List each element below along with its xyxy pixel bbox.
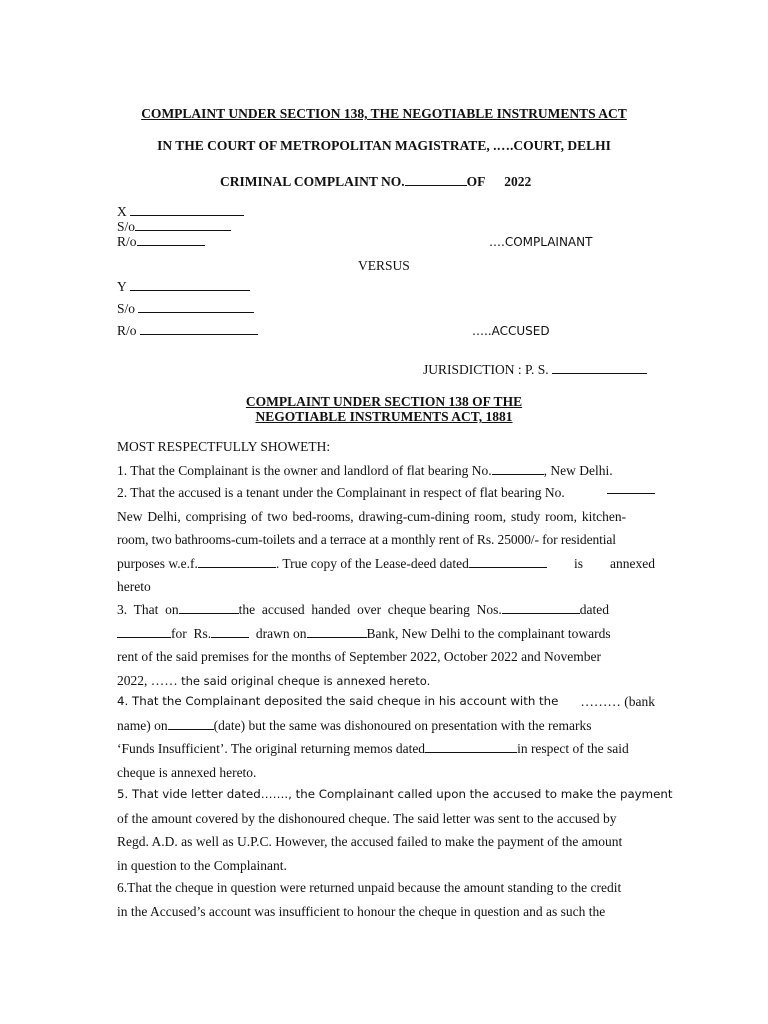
p5-line-1 [117, 783, 673, 807]
complainant-role: ….COMPLAINANT [489, 235, 593, 249]
p4-text: in respect of the said [517, 741, 629, 756]
blank-field [198, 556, 276, 568]
jurisdiction-line [423, 362, 647, 378]
blank-field [469, 556, 547, 568]
p2-text: annexed [610, 555, 655, 571]
versus-label: VERSUS [358, 258, 410, 273]
p4-text: (date) but the same was dishonoured on presentation with the remarks [213, 717, 592, 733]
p6-text: 6.That the cheque in question were returned unpaid because the amount standing to the credit [117, 880, 622, 895]
p2-text: New Delhi, comprising of two bed-rooms, drawing-cum-dining room, study room, kitchen- [117, 508, 627, 524]
ro-label: R/o [117, 323, 137, 338]
p2-text: . True copy of the Lease-deed dated [275, 555, 469, 571]
paragraph-4 [117, 690, 655, 784]
p2-line-2 [117, 505, 655, 529]
paragraph-5 [117, 783, 673, 877]
section-title-line-2: NEGOTIABLE INSTRUMENTS ACT, 1881 [255, 409, 513, 424]
accused-name-line [117, 279, 250, 295]
p2-text: 2. That the accused is a tenant under the Complainant in respect of flat bearing No. [117, 485, 565, 500]
jurisdiction-label: JURISDICTION : P. S. [423, 362, 549, 377]
p2-line-1 [117, 481, 655, 505]
p2-text: is [573, 555, 583, 571]
blank-field [552, 362, 647, 374]
blank-field [607, 481, 655, 494]
p5-text: 5. That vide letter dated [117, 787, 261, 801]
p5-line-2 [117, 807, 655, 831]
p4-line-1 [117, 690, 655, 714]
complaint-no-label: CRIMINAL COMPLAINT NO. [220, 174, 405, 189]
p1-text: 1. That the Complainant is the owner and landlord of flat bearing No. [117, 463, 492, 478]
p2-text: purposes w.e.f. [117, 555, 198, 571]
p3-text: 3. That on [117, 602, 179, 617]
p3-line-1 [117, 598, 655, 622]
complaint-year: 2022 [504, 174, 532, 189]
p4-line-3 [117, 737, 655, 761]
p3-text: for Rs. [171, 625, 212, 641]
ro-label: R/o [117, 234, 137, 249]
complainant-name-line [117, 204, 244, 220]
p4-text: name) on [117, 717, 168, 733]
accused-ro-line [117, 323, 258, 339]
p5-line-4: in question to the Complainant. [117, 857, 287, 873]
showeth-heading: MOST RESPECTFULLY SHOWETH: [117, 439, 331, 454]
blank-field [130, 204, 244, 216]
p4-text: 4. That the Complainant deposited the said cheque in his account with the [117, 694, 559, 708]
name-label: Y [117, 279, 127, 294]
p3-line-3 [117, 645, 655, 669]
p5-text: of the amount covered by the dishonoured cheque. The said letter was sent to the accused by [117, 810, 617, 826]
p5-text: Regd. A.D. as well as U.P.C. However, the accused failed to make the payment of the amount [117, 834, 623, 849]
blank-field [140, 323, 258, 335]
paragraph-6 [117, 876, 655, 923]
p1-text-end: , New Delhi. [543, 463, 613, 478]
p2-text: room, two bathrooms-cum-toilets and a terrace at a monthly rent of Rs. 25000/- for residential [117, 532, 616, 547]
p4-line-4: cheque is annexed hereto. [117, 764, 257, 780]
p3-text: 2022, …… [117, 672, 178, 688]
blank-field [492, 463, 544, 475]
so-label: S/o [117, 301, 136, 316]
blank-field [130, 279, 250, 291]
accused-so-line [117, 301, 254, 317]
blank-field [425, 741, 517, 753]
blank-field [117, 626, 171, 638]
paragraph-2 [117, 481, 655, 599]
p3-text: drawn on [255, 625, 307, 641]
p6-text: in the Accused’s account was insufficient to honour the cheque in question and as such the [117, 903, 606, 919]
paragraph-1 [117, 463, 613, 479]
p5-text: ……., the Complainant called upon the accused to make the payment [260, 787, 673, 801]
name-label: X [117, 204, 127, 219]
complaint-number-line [220, 174, 531, 190]
p3-text: the said original cheque is annexed hereto. [181, 673, 431, 688]
complainant-ro-line [117, 234, 205, 250]
p6-line-1 [117, 876, 655, 900]
p3-text: the accused handed over cheque bearing Nos. [238, 602, 502, 617]
accused-role: …..ACCUSED [472, 324, 550, 338]
court-heading: IN THE COURT OF METROPOLITAN MAGISTRATE, .….COURT, DELHI [157, 138, 611, 153]
blank-field [179, 602, 239, 614]
blank-field [502, 602, 580, 614]
p4-text: ……… (bank [580, 694, 655, 709]
p2-line-3 [117, 528, 655, 552]
p5-line-3 [117, 830, 655, 854]
p4-text: ‘Funds Insufficient’. The original returning memos dated [117, 741, 426, 756]
blank-field [405, 174, 467, 186]
blank-field [137, 234, 205, 246]
complaint-no-of: OF [466, 174, 485, 189]
blank-field [138, 301, 254, 313]
blank-field [307, 626, 367, 638]
blank-field [168, 718, 214, 730]
p3-text: Bank, New Delhi to the complainant towards [366, 625, 611, 641]
blank-field [211, 626, 249, 638]
complainant-so-line [117, 219, 231, 235]
section-title-line-1: COMPLAINT UNDER SECTION 138 OF THE [245, 394, 523, 409]
so-label: S/o [117, 219, 136, 234]
paragraph-3 [117, 598, 655, 693]
p6-line-2 [117, 900, 655, 924]
p3-text: rent of the said premises for the months of September 2022, October 2022 and November [117, 649, 602, 664]
p2-line-5: hereto [117, 579, 151, 594]
blank-field [135, 219, 231, 231]
p2-line-4 [117, 552, 655, 576]
document-title: COMPLAINT UNDER SECTION 138, THE NEGOTIABLE INSTRUMENTS ACT [141, 106, 627, 121]
p4-line-2 [117, 714, 655, 738]
p3-line-2 [117, 622, 655, 646]
p3-text: dated [579, 602, 610, 617]
